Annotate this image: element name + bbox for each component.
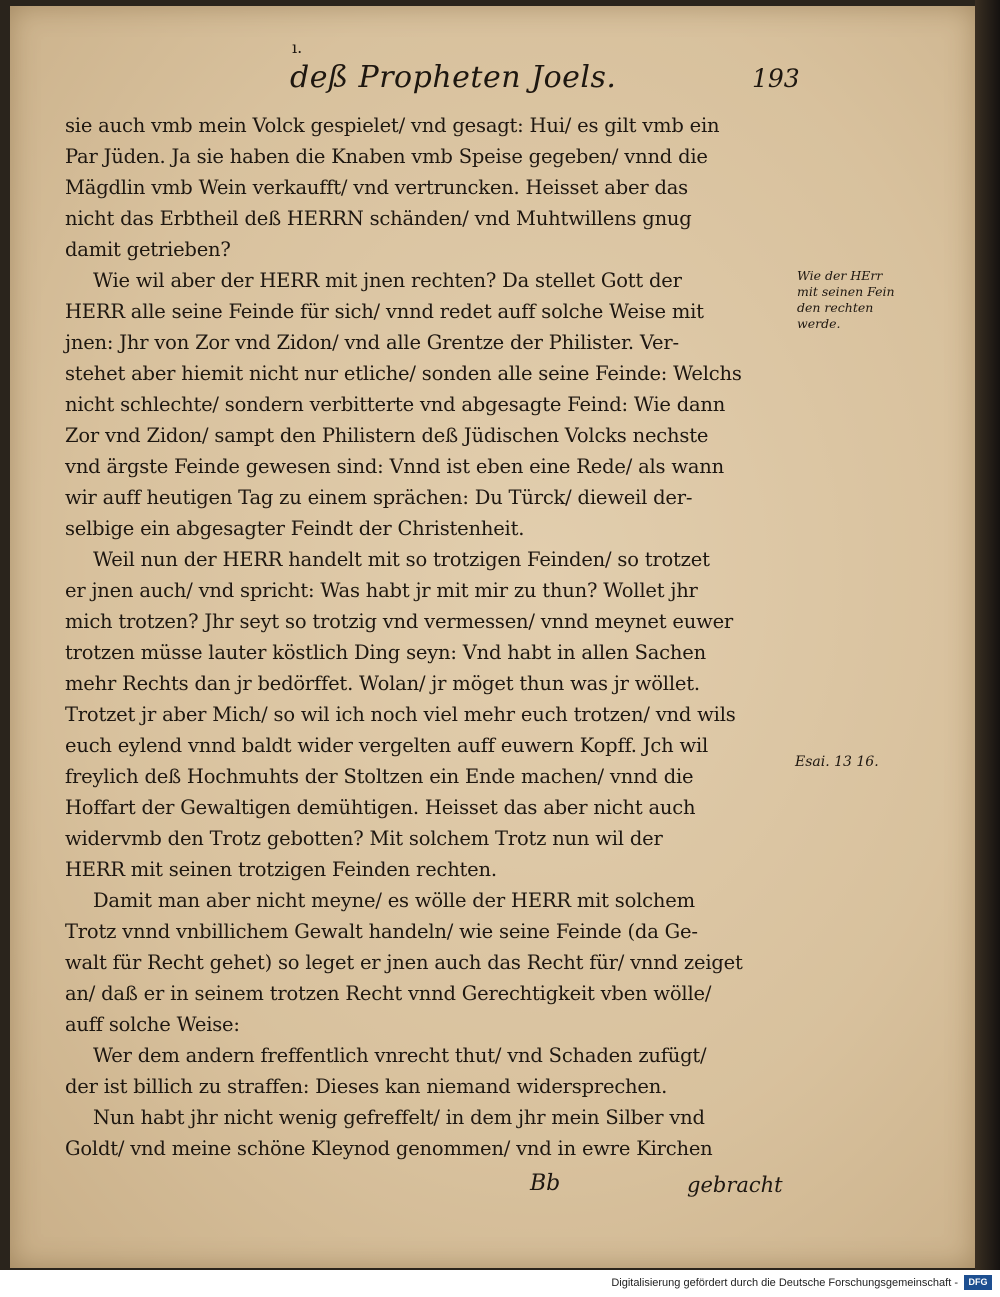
credit-bar (0, 1270, 1000, 1297)
text-line: mehr Rechts dan jr bedörffet. Wolan/ jr möget thun was jr wöllet. (65, 672, 700, 695)
catchword: gebracht (687, 1173, 783, 1197)
book-edge (975, 0, 1000, 1270)
text-line: Weil nun der HERR handelt mit so trotzigen Feinden/ so trotzet (93, 548, 710, 571)
text-line: auff solche Weise: (65, 1013, 240, 1036)
running-head-title: deß Propheten Joels. (290, 60, 617, 95)
text-line: vnd ärgste Feinde gewesen sind: Vnnd ist eben eine Rede/ als wann (65, 455, 724, 478)
signature-mark: Bb (530, 1171, 561, 1196)
text-line: Trotzet jr aber Mich/ so wil ich noch viel mehr euch trotzen/ vnd wils (65, 703, 736, 726)
text-line: widervmb den Trotz gebotten? Mit solchem Trotz nun wil der (65, 827, 663, 850)
text-line: Hoffart der Gewaltigen demühtigen. Heisset das aber nicht auch (65, 796, 696, 819)
text-line: Goldt/ vnd meine schöne Kleynod genommen/ vnd in ewre Kirchen (65, 1137, 713, 1160)
text-line: Wie wil aber der HERR mit jnen rechten? Da stellet Gott der (93, 269, 682, 292)
body-text (65, 110, 810, 1164)
margin-note-line: mit seinen Fein (797, 284, 895, 299)
text-line: Wer dem andern freffentlich vnrecht thut/ vnd Schaden zufügt/ (93, 1044, 707, 1067)
text-line: selbige ein abgesagter Feindt der Christenheit. (65, 517, 525, 540)
text-line: Trotz vnnd vnbillichem Gewalt handeln/ wie seine Feinde (da Ge- (65, 920, 698, 943)
text-line: mich trotzen? Jhr seyt so trotzig vnd vermessen/ vnnd meynet euwer (65, 610, 734, 633)
text-line: nicht schlechte/ sondern verbitterte vnd abgesagte Feind: Wie dann (65, 393, 726, 416)
text-line: Nun habt jhr nicht wenig gefreffelt/ in dem jhr mein Silber vnd (93, 1106, 705, 1129)
text-line: Zor vnd Zidon/ sampt den Philistern deß Jüdischen Volcks nechste (65, 424, 709, 447)
text-line: Mägdlin vmb Wein verkaufft/ vnd vertruncken. Heisset aber das (65, 176, 688, 199)
text-line: der ist billich zu straffen: Dieses kan niemand widersprechen. (65, 1075, 668, 1098)
dfg-logo: DFG (964, 1275, 992, 1290)
credit-text: Digitalisierung gefördert durch die Deutsche Forschungsgemeinschaft - (611, 1277, 958, 1289)
margin-note-2: Esai. 13 16. (795, 754, 879, 770)
text-line: HERR mit seinen trotzigen Feinden rechten. (65, 858, 497, 881)
page-footer (10, 1171, 975, 1203)
running-head (10, 38, 975, 96)
text-line: HERR alle seine Feinde für sich/ vnnd redet auff solche Weise mit (65, 300, 704, 323)
text-line: Damit man aber nicht meyne/ es wölle der HERR mit solchem (93, 889, 695, 912)
margin-note-line: werde. (797, 316, 841, 331)
text-line: freylich deß Hochmuhts der Stoltzen ein Ende machen/ vnnd die (65, 765, 694, 788)
margin-note-line: den rechten (797, 300, 874, 315)
text-line: damit getrieben? (65, 238, 231, 261)
running-head-mark: ı. (292, 38, 303, 57)
text-line: sie auch vmb mein Volck gespielet/ vnd gesagt: Hui/ es gilt vmb ein (65, 114, 720, 137)
page-number: 193 (752, 64, 800, 93)
text-line: jnen: Jhr von Zor vnd Zidon/ vnd alle Grentze der Philister. Ver- (65, 331, 679, 354)
book-page (10, 6, 975, 1268)
text-line: Par Jüden. Ja sie haben die Knaben vmb Speise gegeben/ vnnd die (65, 145, 708, 168)
text-line: trotzen müsse lauter köstlich Ding seyn: Vnd habt in allen Sachen (65, 641, 706, 664)
text-line: nicht das Erbtheil deß HERRN schänden/ vnd Muhtwillens gnug (65, 207, 692, 230)
text-line: euch eylend vnnd baldt wider vergelten auff euwern Kopff. Jch wil (65, 734, 709, 757)
text-line: stehet aber hiemit nicht nur etliche/ sonden alle seine Feinde: Welchs (65, 362, 742, 385)
text-line: an/ daß er in seinem trotzen Recht vnnd Gerechtigkeit vben wölle/ (65, 982, 712, 1005)
margin-note-1 (797, 268, 957, 332)
margin-note-line: Wie der HErr (797, 268, 883, 283)
text-line: wir auff heutigen Tag zu einem sprächen: Du Türck/ dieweil der- (65, 486, 693, 509)
text-line: er jnen auch/ vnd spricht: Was habt jr mit mir zu thun? Wollet jhr (65, 579, 698, 602)
text-line: walt für Recht gehet) so leget er jnen auch das Recht für/ vnnd zeiget (65, 951, 743, 974)
